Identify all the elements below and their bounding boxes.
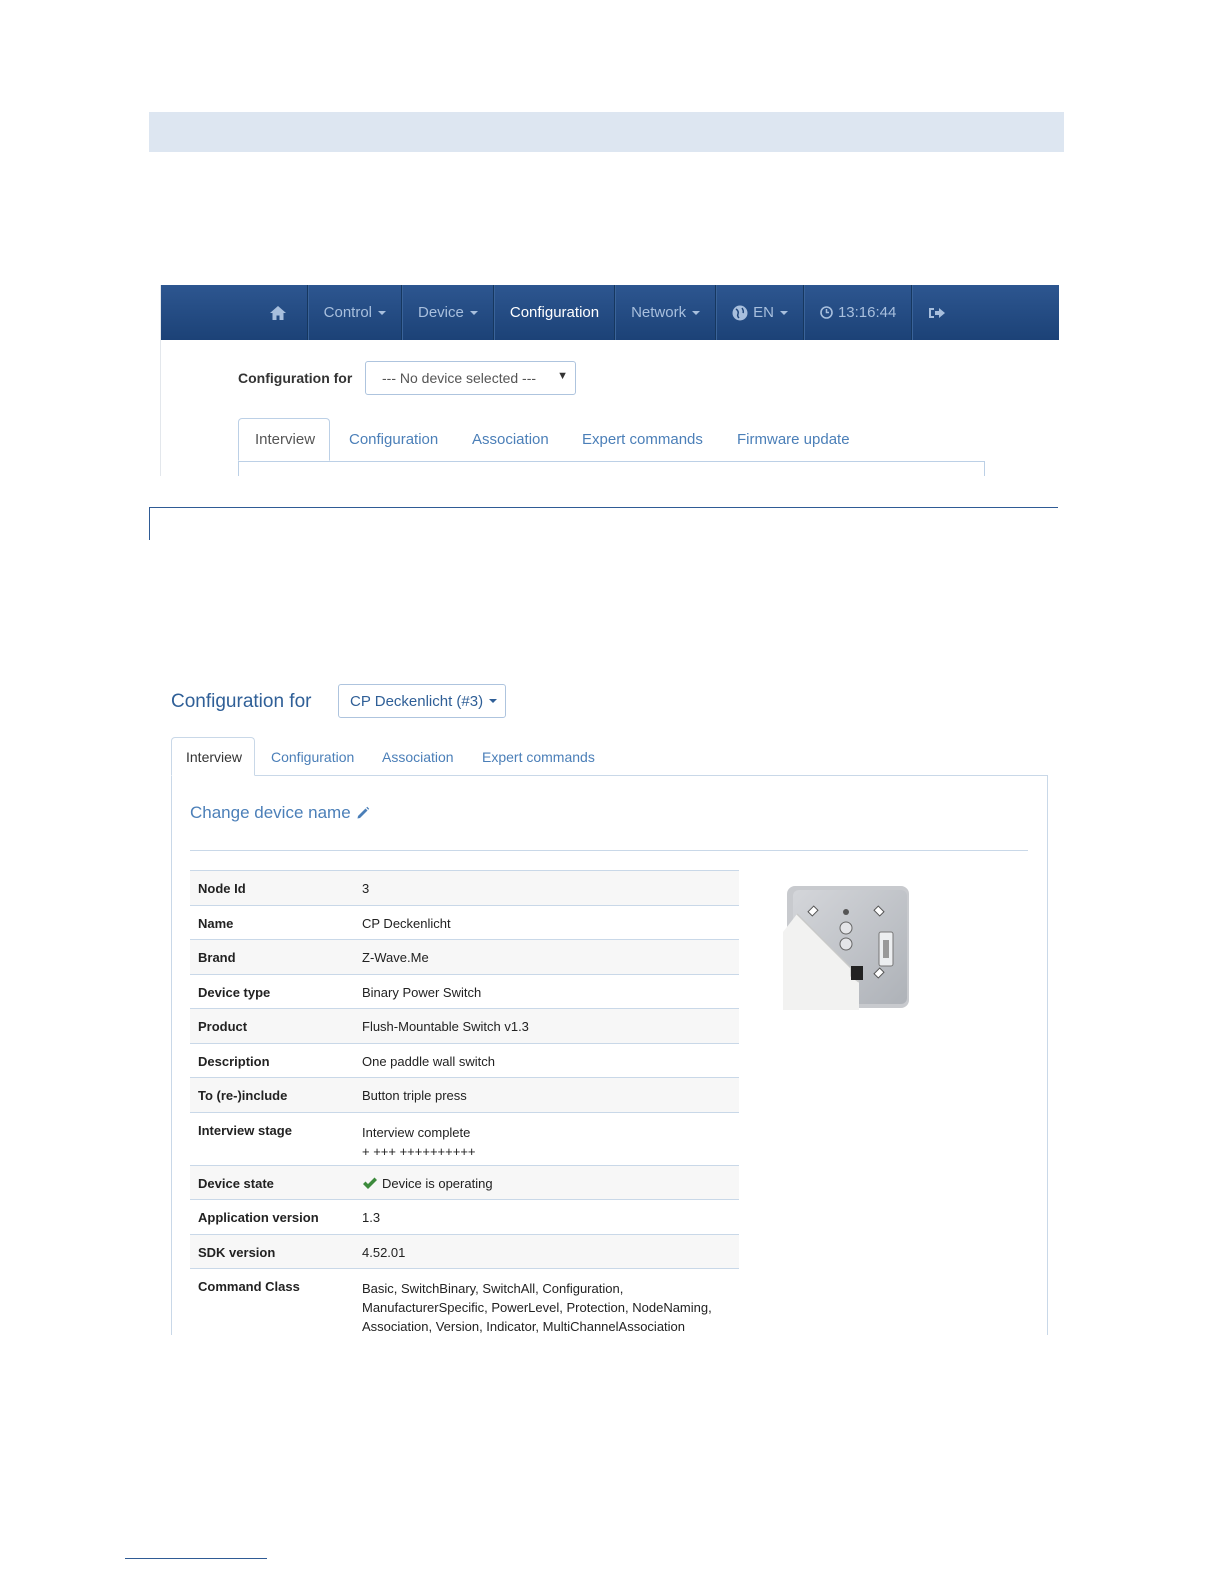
table-row: Description One paddle wall switch (190, 1044, 739, 1078)
table-row: Interview stage Interview complete + +++ ++++++++++ (190, 1113, 739, 1166)
clock-icon (820, 306, 833, 319)
nav-device[interactable]: Device (402, 285, 494, 340)
tab-firmware-update[interactable]: Firmware update (737, 431, 850, 448)
tab-interview[interactable]: Interview (171, 737, 255, 776)
caret-down-icon (470, 311, 478, 315)
table-row: Application version 1.3 (190, 1200, 739, 1235)
device-info-table (190, 870, 739, 1336)
nav-clock: 13:16:44 (804, 285, 912, 340)
table-row: Device type Binary Power Switch (190, 975, 739, 1009)
tab-interview[interactable]: Interview (238, 418, 330, 461)
nav-control[interactable]: Control (308, 285, 402, 340)
change-device-name-link[interactable]: Change device name (190, 803, 370, 823)
table-row: To (re-)include Button triple press (190, 1078, 739, 1113)
tab-association[interactable]: Association (382, 748, 454, 765)
caret-down-icon (489, 699, 497, 703)
device-select[interactable]: --- No device selected --- ▼ (365, 361, 576, 395)
tab-association[interactable]: Association (472, 431, 549, 448)
logout-icon (928, 306, 946, 320)
tab-bar (238, 418, 984, 462)
navbar (161, 285, 1059, 340)
select-arrow-icon: ▼ (557, 370, 568, 382)
tab-configuration[interactable]: Configuration (349, 431, 439, 448)
configuration-for-label: Configuration for (238, 370, 353, 386)
table-row: Device state Device is operating (190, 1166, 739, 1200)
section-rule (190, 850, 1028, 851)
globe-icon (732, 305, 748, 321)
check-icon (362, 1177, 378, 1190)
table-row: Command Class Basic, SwitchBinary, SwitchAll, Configuration, ManufacturerSpecific, PowerLevel, Protection, NodeNaming, Association, Version, Indicator, MultiChannelAssociation (190, 1269, 739, 1337)
table-row: Brand Z-Wave.Me (190, 940, 739, 975)
section-divider (150, 507, 1058, 508)
caret-down-icon (780, 311, 788, 315)
tab-expert-commands[interactable]: Expert commands (482, 748, 595, 765)
nav-home[interactable] (254, 285, 308, 340)
nav-configuration[interactable]: Configuration (494, 285, 615, 340)
screenshot-no-device (160, 285, 1059, 476)
section-divider-tick (149, 507, 150, 540)
tab-panel-edge (238, 461, 239, 476)
table-row: Name CP Deckenlicht (190, 906, 739, 940)
pencil-icon (356, 806, 370, 820)
device-image (783, 884, 913, 1014)
nav-network[interactable]: Network (615, 285, 716, 340)
nav-language[interactable]: EN (716, 285, 804, 340)
configuration-for-heading: Configuration for (171, 691, 312, 712)
table-row: Node Id 3 (190, 871, 739, 906)
table-row: Product Flush-Mountable Switch v1.3 (190, 1009, 739, 1044)
tab-panel-edge (984, 461, 985, 476)
caret-down-icon (692, 311, 700, 315)
caret-down-icon (378, 311, 386, 315)
home-icon (269, 305, 287, 321)
panel-border (1047, 775, 1048, 1335)
device-dropdown[interactable]: CP Deckenlicht (#3) (338, 684, 506, 718)
header-band (149, 112, 1064, 152)
nav-logout[interactable] (912, 285, 966, 340)
panel-border (171, 775, 172, 1335)
table-row: SDK version 4.52.01 (190, 1235, 739, 1269)
tab-configuration[interactable]: Configuration (271, 748, 355, 765)
tab-expert-commands[interactable]: Expert commands (582, 431, 703, 448)
footnote-rule (125, 1558, 267, 1559)
